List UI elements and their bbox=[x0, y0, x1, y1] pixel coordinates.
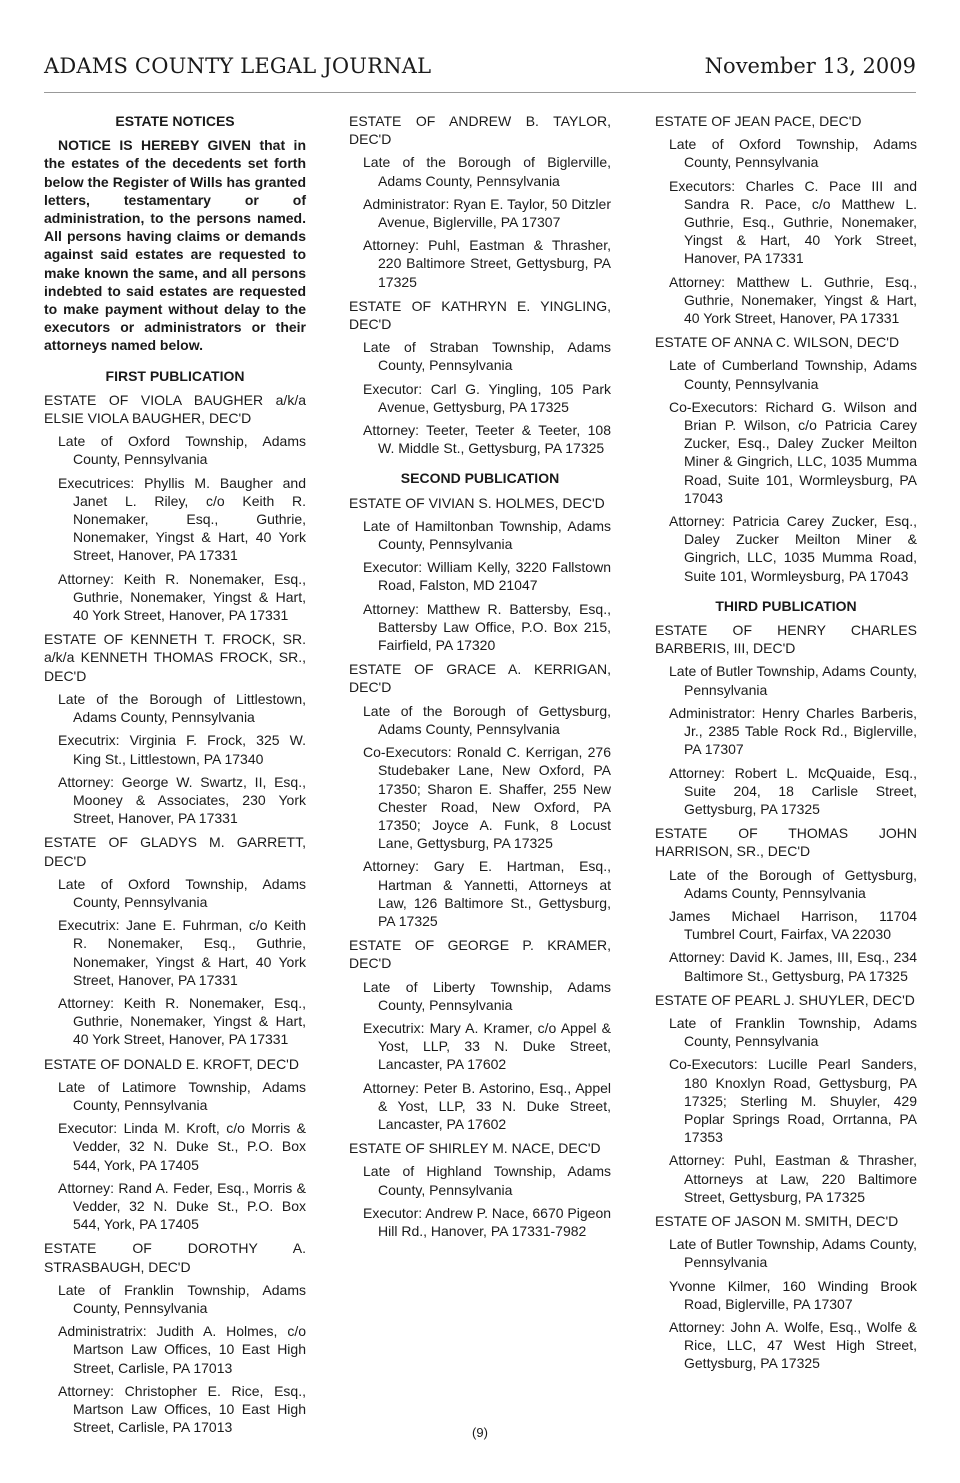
estate-notice bbox=[655, 824, 917, 985]
estate-notice bbox=[655, 333, 917, 585]
estate-detail: Attorney: Patricia Carey Zucker, Esq., Daley Zucker Meilton Miner & Gingrich, LLC, 1035 Mumma Road, Suite 101, Wormleysburg, PA 17043 bbox=[669, 513, 917, 584]
estate-detail: Executor: Carl G. Yingling, 105 Park Avenue, Gettysburg, PA 17325 bbox=[363, 380, 611, 415]
estate-detail: Administrator: Ryan E. Taylor, 50 Ditzler Avenue, Biglerville, PA 17307 bbox=[363, 195, 611, 231]
first-publication-heading: FIRST PUBLICATION bbox=[105, 367, 245, 384]
estate-title: ESTATE OF PEARL J. SHUYLER, DEC'D bbox=[655, 991, 915, 1008]
estate-title: ESTATE OF ANNA C. WILSON, DEC'D bbox=[655, 334, 900, 351]
estate-detail: Late of Butler Township, Adams County, Pennsylvania bbox=[669, 663, 917, 698]
estate-detail: Attorney: Matthew R. Battersby, Esq., Battersby Law Office, P.O. Box 215, Fairfield, PA 17320 bbox=[363, 600, 611, 654]
estate-detail: Late of the Borough of Biglerville, Adams County, Pennsylvania bbox=[363, 154, 611, 189]
estate-title: ESTATE OF GLADYS M. GARRETT, DEC'D bbox=[44, 834, 306, 869]
column-2 bbox=[349, 112, 611, 1246]
third-publication-heading: THIRD PUBLICATION bbox=[715, 597, 857, 614]
estate-detail: Attorney: Robert L. McQuaide, Esq., Suite 204, 18 Carlisle Street, Gettysburg, PA 17325 bbox=[669, 764, 917, 817]
journal-title: ADAMS COUNTY LEGAL JOURNAL bbox=[44, 54, 432, 78]
estate-notice bbox=[655, 112, 917, 327]
estate-detail: Late of the Borough of Littlestown, Adams County, Pennsylvania bbox=[58, 690, 306, 726]
estate-notice bbox=[349, 660, 611, 930]
page-number: (9) bbox=[472, 1425, 488, 1440]
estate-detail: Late of Highland Township, Adams County, Pennsylvania bbox=[363, 1163, 611, 1198]
section-title: ESTATE NOTICES bbox=[115, 113, 235, 129]
estate-detail: Attorney: John A. Wolfe, Esq., Wolfe & Rice, LLC, 47 West High Street, Gettysburg, PA 17325 bbox=[669, 1318, 917, 1372]
estate-detail: Late of Hamiltonban Township, Adams County, Pennsylvania bbox=[363, 517, 611, 553]
estate-title: ESTATE OF JASON M. SMITH, DEC'D bbox=[655, 1212, 899, 1229]
notice-intro: NOTICE IS HEREBY GIVEN that in the estates of the decedents set forth below the Register of Wills has granted letters, testamentary or of administration, to the persons named. All persons having claims or demands against said estates are requested to make known the same, and all persons indebted to said estates are requested to make payment without delay to the executors or administrators or their attorneys named below. bbox=[44, 137, 306, 354]
estate-detail: Late of Oxford Township, Adams County, Pennsylvania bbox=[58, 433, 306, 468]
estate-notice bbox=[44, 630, 306, 827]
estate-notice bbox=[44, 1055, 306, 1234]
page-header bbox=[44, 50, 916, 93]
estate-title: ESTATE OF KENNETH T. FROCK, SR. a/k/a KENNETH THOMAS FROCK, SR., DEC'D bbox=[44, 631, 306, 684]
estate-detail: Executor: William Kelly, 3220 Fallstown Road, Falston, MD 21047 bbox=[363, 559, 611, 594]
estate-detail: Attorney: Puhl, Eastman & Thrasher, 220 Baltimore Street, Gettysburg, PA 17325 bbox=[363, 237, 611, 290]
estate-detail: James Michael Harrison, 11704 Tumbrel Court, Fairfax, VA 22030 bbox=[669, 907, 917, 943]
estate-title: ESTATE OF VIOLA BAUGHER a/k/a ELSIE VIOLA BAUGHER, DEC'D bbox=[44, 391, 306, 427]
estate-detail: Attorney: Peter B. Astorino, Esq., Appel & Yost, LLP, 33 N. Duke Street, Lancaster, PA 17602 bbox=[363, 1079, 611, 1132]
estate-detail: Co-Executors: Ronald C. Kerrigan, 276 Studebaker Lane, New Oxford, PA 17350; Sharon E. Shaffer, 255 New Chester Road, New Oxford, PA 17350; Joyce A. Funk, 8 Locust Lane, Gettysburg, PA 17325 bbox=[363, 744, 611, 852]
estate-notice bbox=[44, 1239, 306, 1436]
estate-detail: Late of Liberty Township, Adams County, Pennsylvania bbox=[363, 978, 611, 1013]
estate-title: ESTATE OF SHIRLEY M. NACE, DEC'D bbox=[349, 1140, 601, 1157]
estate-detail: Attorney: Keith R. Nonemaker, Esq., Guthrie, Nonemaker, Yingst & Hart, 40 York Street, Hanover, PA 17331 bbox=[58, 570, 306, 624]
estate-detail: Administratrix: Judith A. Holmes, c/o Martson Law Offices, 10 East High Street, Carlisle, PA 17013 bbox=[58, 1323, 306, 1376]
estate-notice bbox=[655, 1212, 917, 1373]
estate-title: ESTATE OF DONALD E. KROFT, DEC'D bbox=[44, 1055, 299, 1072]
estate-title: ESTATE OF THOMAS JOHN HARRISON, SR., DEC'D bbox=[655, 825, 917, 860]
estate-detail: Executrices: Phyllis M. Baugher and Janet L. Riley, c/o Keith R. Nonemaker, Esq., Guthrie, Nonemaker, Yingst & Hart, 40 York Street, Hanover, PA 17331 bbox=[58, 474, 306, 564]
estate-notice bbox=[655, 621, 917, 818]
column-1 bbox=[44, 112, 306, 1442]
estate-title: ESTATE OF DOROTHY A. STRASBAUGH, DEC'D bbox=[44, 1240, 306, 1275]
issue-date: November 13, 2009 bbox=[704, 54, 916, 78]
estate-notice bbox=[44, 391, 306, 624]
estate-detail: Co-Executors: Richard G. Wilson and Brian P. Wilson, c/o Patricia Carey Zucker, Esq., Daley Zucker Meilton Miner & Gingrich, LLC, 1035 Mumma Road, Suite 101, Wormleysburg, PA 17043 bbox=[669, 398, 917, 506]
estate-title: ESTATE OF GRACE A. KERRIGAN, DEC'D bbox=[349, 661, 611, 696]
estate-detail: Late of the Borough of Gettysburg, Adams County, Pennsylvania bbox=[669, 866, 917, 901]
estate-detail: Administrator: Henry Charles Barberis, Jr., 2385 Table Rock Rd., Biglerville, PA 17307 bbox=[669, 704, 917, 758]
estate-detail: Attorney: Rand A. Feder, Esq., Morris & Vedder, 32 N. Duke St., P.O. Box 544, York, PA 17405 bbox=[58, 1179, 306, 1233]
estate-notice bbox=[349, 1139, 611, 1240]
estate-detail: Attorney: George W. Swartz, II, Esq., Mooney & Associates, 230 York Street, Hanover, PA 17331 bbox=[58, 773, 306, 827]
estate-detail: Late of Franklin Township, Adams County, Pennsylvania bbox=[669, 1014, 917, 1050]
estate-detail: Late of Oxford Township, Adams County, Pennsylvania bbox=[58, 875, 306, 910]
estate-detail: Executor: Andrew P. Nace, 6670 Pigeon Hill Rd., Hanover, PA 17331-7982 bbox=[363, 1204, 612, 1239]
estate-detail: Attorney: Teeter, Teeter & Teeter, 108 W. Middle St., Gettysburg, PA 17325 bbox=[363, 422, 611, 457]
estate-detail: Attorney: Gary E. Hartman, Esq., Hartman & Yannetti, Attorneys at Law, 126 Baltimore St., Gettysburg, PA 17325 bbox=[363, 858, 611, 929]
estate-detail: Executors: Charles C. Pace III and Sandra R. Pace, c/o Matthew L. Guthrie, Esq., Guthrie, Nonemaker, Yingst & Hart, 40 York Street, Hanover, PA 17331 bbox=[669, 177, 917, 267]
estate-notice bbox=[44, 833, 306, 1048]
estate-detail: Late of Latimore Township, Adams County, Pennsylvania bbox=[58, 1078, 306, 1113]
estate-detail: Late of Butler Township, Adams County, Pennsylvania bbox=[669, 1236, 917, 1271]
estate-detail: Attorney: David K. James, III, Esq., 234 Baltimore St., Gettysburg, PA 17325 bbox=[669, 949, 917, 984]
estate-title: ESTATE OF KATHRYN E. YINGLING, DEC'D bbox=[349, 297, 611, 333]
estate-detail: Attorney: Matthew L. Guthrie, Esq., Guthrie, Nonemaker, Yingst & Hart, 40 York Street, Hanover, PA 17331 bbox=[669, 273, 917, 327]
estate-detail: Executrix: Jane E. Fuhrman, c/o Keith R. Nonemaker, Esq., Guthrie, Nonemaker, Yingst & Hart, 40 York Street, Hanover, PA 17331 bbox=[58, 917, 306, 988]
estate-detail: Co-Executors: Lucille Pearl Sanders, 180 Knoxlyn Road, Gettysburg, PA 17325; Sterling M. Shuyler, 429 Poplar Springs Road, Orrtanna, PA 17353 bbox=[669, 1056, 917, 1146]
estate-detail: Yvonne Kilmer, 160 Winding Brook Road, Biglerville, PA 17307 bbox=[669, 1277, 917, 1312]
estate-title: ESTATE OF VIVIAN S. HOLMES, DEC'D bbox=[349, 494, 605, 511]
estate-notice bbox=[349, 297, 611, 458]
estate-detail: Late of Straban Township, Adams County, Pennsylvania bbox=[363, 339, 611, 374]
estate-title: ESTATE OF ANDREW B. TAYLOR, DEC'D bbox=[349, 113, 611, 148]
estate-title: ESTATE OF GEORGE P. KRAMER, DEC'D bbox=[349, 937, 611, 972]
column-3 bbox=[655, 112, 917, 1379]
estate-detail: Late of Cumberland Township, Adams County, Pennsylvania bbox=[669, 357, 917, 392]
estate-notice bbox=[349, 112, 611, 291]
second-publication-heading: SECOND PUBLICATION bbox=[400, 470, 560, 487]
estate-detail: Executor: Linda M. Kroft, c/o Morris & Vedder, 32 N. Duke St., P.O. Box 544, York, PA 17405 bbox=[58, 1120, 306, 1173]
estate-detail: Attorney: Puhl, Eastman & Thrasher, Attorneys at Law, 220 Baltimore Street, Gettysburg, PA 17325 bbox=[669, 1152, 917, 1205]
estate-notice bbox=[349, 494, 611, 655]
estate-detail: Attorney: Keith R. Nonemaker, Esq., Guthrie, Nonemaker, Yingst & Hart, 40 York Street, Hanover, PA 17331 bbox=[58, 994, 306, 1048]
estate-detail: Executrix: Virginia F. Frock, 325 W. King St., Littlestown, PA 17340 bbox=[58, 732, 306, 767]
estate-detail: Executrix: Mary A. Kramer, c/o Appel & Yost, LLP, 33 N. Duke Street, Lancaster, PA 17602 bbox=[363, 1019, 611, 1073]
estate-detail: Late of Oxford Township, Adams County, Pennsylvania bbox=[669, 136, 917, 171]
estate-notice bbox=[655, 991, 917, 1206]
estate-title: ESTATE OF HENRY CHARLES BARBERIS, III, DEC'D bbox=[655, 622, 917, 657]
estate-detail: Attorney: Christopher E. Rice, Esq., Martson Law Offices, 10 East High Street, Carlisle, PA 17013 bbox=[58, 1382, 306, 1436]
estate-title: ESTATE OF JEAN PACE, DEC'D bbox=[655, 113, 862, 129]
estate-detail: Late of the Borough of Gettysburg, Adams County, Pennsylvania bbox=[363, 702, 611, 737]
estate-detail: Late of Franklin Township, Adams County, Pennsylvania bbox=[58, 1281, 306, 1316]
estate-notice bbox=[349, 936, 611, 1133]
